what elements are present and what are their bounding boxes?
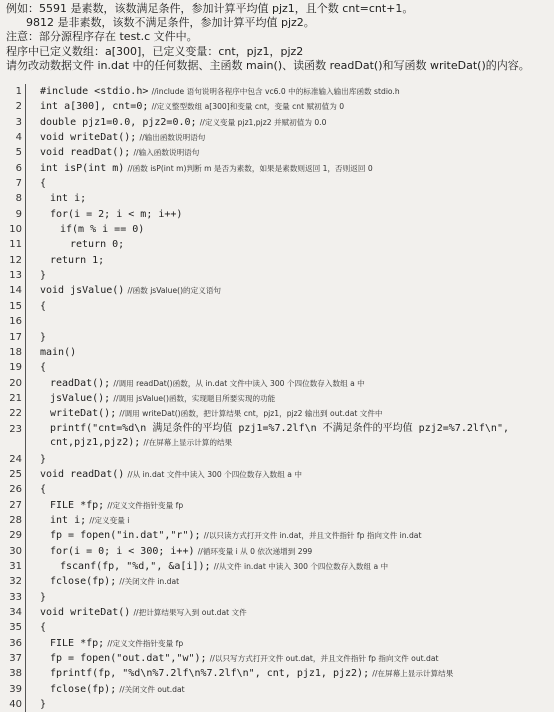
- gutter-divider: [25, 651, 26, 666]
- code-line: [0, 330, 554, 345]
- line-number: 2: [15, 101, 22, 113]
- line-number: 6: [15, 162, 22, 174]
- line-number: 15: [9, 300, 22, 312]
- code-statement: {: [40, 622, 47, 634]
- line-number: 18: [9, 346, 22, 358]
- gutter-divider: [25, 391, 26, 406]
- code-comment: //调用 jsValue()函数，实现题目所要实现的功能: [113, 393, 276, 403]
- line-number: 11: [9, 239, 22, 251]
- code-text: [30, 115, 554, 130]
- gutter-divider: [25, 299, 26, 314]
- code-text: [30, 84, 554, 99]
- code-text: [30, 666, 554, 681]
- gutter-divider: [25, 161, 26, 176]
- code-line: [0, 422, 554, 452]
- line-number: 33: [9, 591, 22, 603]
- gutter-divider: [25, 268, 26, 283]
- code-text: [30, 299, 554, 314]
- code-statement: void readDat(): [40, 468, 125, 480]
- code-statement: int isP(int m): [40, 162, 125, 174]
- code-line: [0, 145, 554, 160]
- gutter-divider: [25, 176, 26, 191]
- gutter-divider: [25, 191, 26, 206]
- line-number: 28: [9, 514, 22, 526]
- gutter-divider: [25, 376, 26, 391]
- code-statement: {: [40, 300, 47, 312]
- gutter-divider: [25, 330, 26, 345]
- code-line: [0, 376, 554, 391]
- code-text: [30, 605, 554, 620]
- code-text: [30, 207, 554, 222]
- code-statement: writeDat();: [50, 408, 117, 420]
- code-text: [30, 237, 554, 252]
- code-comment: //以只写方式打开文件 out.dat，并且文件指针 fp 指向文件 out.dat: [209, 654, 439, 664]
- code-comment: //关闭文件 out.dat: [119, 684, 185, 694]
- code-text: [30, 559, 554, 574]
- line-number: 17: [9, 331, 22, 343]
- code-text: [30, 528, 554, 543]
- code-line: [0, 191, 554, 206]
- code-text: [30, 161, 554, 176]
- code-text: [30, 590, 554, 605]
- code-comment: //定义整型数组 a[300]和变量 cnt，变量 cnt 赋初值为 0: [151, 102, 345, 112]
- code-text: [30, 391, 554, 406]
- gutter-divider: [25, 452, 26, 467]
- code-statement: void writeDat(): [40, 607, 131, 618]
- gutter-divider: [25, 590, 26, 605]
- code-line: [0, 314, 554, 329]
- code-comment: //函数 isP(int m)判断 m 是否为素数，如果是素数则返回 1，否则返回 0: [127, 163, 373, 173]
- gutter-divider: [25, 99, 26, 114]
- code-text: [30, 498, 554, 513]
- code-line: [0, 268, 554, 283]
- gutter-divider: [25, 145, 26, 160]
- gutter-divider: [25, 574, 26, 589]
- gutter-divider: [25, 314, 26, 329]
- code-text: [30, 482, 554, 497]
- code-statement: fp = fopen("in.dat","r");: [50, 530, 201, 542]
- line-number: 1: [15, 86, 22, 97]
- code-text: [30, 330, 554, 345]
- code-statement: return 0;: [70, 239, 125, 251]
- line-number: 40: [9, 699, 22, 711]
- line-number: 8: [15, 193, 22, 205]
- code-line: [0, 283, 554, 298]
- line-number: 14: [9, 285, 22, 297]
- line-number: 25: [9, 468, 22, 480]
- code-line: [0, 130, 554, 145]
- code-text: [30, 574, 554, 589]
- code-comment: //函数 jsValue()的定义语句: [127, 286, 222, 296]
- code-statement: #include <stdio.h>: [40, 86, 149, 97]
- line-number: 24: [9, 453, 22, 465]
- code-text: [30, 145, 554, 160]
- code-comment: //在屏幕上显示计算结果: [372, 669, 454, 679]
- code-statement: readDat();: [50, 377, 111, 389]
- code-line: [0, 513, 554, 528]
- code-comment: //定义变量 i: [89, 515, 130, 525]
- code-listing: [0, 84, 554, 712]
- line-number: 4: [15, 132, 22, 144]
- code-statement: fclose(fp);: [50, 576, 117, 588]
- intro-line: 请勿改动数据文件 in.dat 中的任何数据、主函数 main()、读函数 readDat()和写函数 writeDat()的内容。: [6, 58, 530, 72]
- gutter-divider: [25, 253, 26, 268]
- code-statement: }: [40, 331, 47, 343]
- code-statement: }: [40, 699, 47, 711]
- intro-line: 程序中已定义数组：a[300]，已定义变量：cnt，pjz1，pjz2: [6, 44, 304, 58]
- code-comment: //定义变量 pjz1,pjz2 并赋初值为 0.0: [199, 117, 327, 127]
- code-text: [30, 130, 554, 145]
- code-statement: int i;: [50, 514, 87, 526]
- intro-line: 注意：部分源程序存在 test.c 文件中。: [6, 30, 198, 44]
- gutter-divider: [25, 513, 26, 528]
- gutter-divider: [25, 422, 26, 452]
- gutter-divider: [25, 222, 26, 237]
- code-statement: fscanf(fp, "%d,", &a[i]);: [60, 560, 211, 572]
- code-statement: main(): [40, 346, 77, 358]
- code-statement: int i;: [50, 193, 87, 205]
- line-number: 12: [9, 254, 22, 266]
- gutter-divider: [25, 467, 26, 482]
- code-text: [30, 99, 554, 114]
- gutter-divider: [25, 498, 26, 513]
- gutter-divider: [25, 636, 26, 651]
- code-text: [30, 620, 554, 635]
- code-statement: {: [40, 178, 47, 190]
- code-line: [0, 590, 554, 605]
- code-text: [30, 697, 554, 712]
- line-number: 37: [9, 653, 22, 665]
- line-number: 35: [9, 622, 22, 634]
- code-statement: {: [40, 484, 47, 496]
- code-line: [0, 467, 554, 482]
- line-number: 32: [9, 576, 22, 588]
- code-comment: //输入函数说明语句: [133, 148, 200, 158]
- code-line: [0, 115, 554, 130]
- gutter-divider: [25, 528, 26, 543]
- code-line: [0, 697, 554, 712]
- code-statement: jsValue();: [50, 392, 111, 404]
- code-line: [0, 406, 554, 421]
- code-line: [0, 391, 554, 406]
- code-text: [30, 452, 554, 467]
- intro-line: 9812 是非素数，该数不满足条件，参加计算平均值 pjz2。: [26, 16, 315, 30]
- code-line: [0, 99, 554, 114]
- line-number: 16: [9, 316, 22, 328]
- code-comment: //调用 readDat()函数，从 in.dat 文件中读入 300 个四位数存入数组 a 中: [113, 378, 365, 388]
- line-number: 10: [9, 224, 22, 236]
- code-line: [0, 528, 554, 543]
- code-statement: for(i = 2; i < m; i++): [50, 208, 183, 220]
- code-line: [0, 360, 554, 375]
- line-number: 5: [15, 147, 22, 159]
- code-statement: return 1;: [50, 254, 105, 266]
- code-line: [0, 161, 554, 176]
- code-comment: //定义文件指针变量 fp: [107, 638, 184, 648]
- code-statement: }: [40, 453, 47, 465]
- code-line: [0, 620, 554, 635]
- code-text: [30, 636, 554, 651]
- code-text: [30, 376, 554, 391]
- code-statement: fprintf(fp, "%d\n%7.2lf\n%7.2lf\n", cnt, pjz1, pjz2);: [50, 668, 370, 680]
- gutter-divider: [25, 620, 26, 635]
- code-comment: //include 语句说明各程序中包含 vc6.0 中的标准输入输出库函数 stdio.h: [151, 87, 400, 96]
- code-statement: fclose(fp);: [50, 683, 117, 695]
- code-text: [30, 544, 554, 559]
- code-line: [0, 666, 554, 681]
- code-line: [0, 651, 554, 666]
- line-number: 38: [9, 668, 22, 680]
- line-number: 23: [9, 423, 22, 435]
- code-text: [30, 268, 554, 283]
- code-statement: void readDat();: [40, 147, 131, 159]
- code-statement: printf("cnt=%d\n 满足条件的平均值 pzj1=%7.2lf\n 不满足条件的平均值 pzj2=%7.2lf\n", cnt,pjz1,pjz2);: [50, 422, 509, 449]
- code-line: [0, 482, 554, 497]
- line-number: 19: [9, 362, 22, 374]
- code-line: [0, 498, 554, 513]
- code-line: [0, 84, 554, 99]
- gutter-divider: [25, 207, 26, 222]
- line-number: 9: [15, 208, 22, 220]
- code-comment: //从 in.dat 文件中读入 300 个四位数存入数组 a 中: [127, 469, 302, 479]
- code-line: [0, 237, 554, 252]
- code-line: [0, 452, 554, 467]
- code-text: [30, 283, 554, 298]
- gutter-divider: [25, 130, 26, 145]
- code-comment: //循环变量 i 从 0 依次递增到 299: [197, 546, 313, 556]
- code-line: [0, 299, 554, 314]
- gutter-divider: [25, 406, 26, 421]
- line-number: 36: [9, 637, 22, 649]
- gutter-divider: [25, 697, 26, 712]
- code-statement: }: [40, 591, 47, 603]
- code-line: [0, 345, 554, 360]
- code-statement: int a[300], cnt=0;: [40, 101, 149, 113]
- code-line: [0, 636, 554, 651]
- gutter-divider: [25, 482, 26, 497]
- problem-description: [0, 0, 554, 73]
- line-number: 13: [9, 270, 22, 282]
- code-comment: //以只读方式打开文件 in.dat，并且文件指针 fp 指向文件 in.dat: [203, 531, 422, 541]
- gutter-divider: [25, 237, 26, 252]
- code-line: [0, 222, 554, 237]
- gutter-divider: [25, 345, 26, 360]
- line-number: 21: [9, 392, 22, 404]
- line-number: 22: [9, 408, 22, 420]
- line-number: 20: [9, 377, 22, 389]
- code-statement: fp = fopen("out.dat","w");: [50, 653, 207, 665]
- line-number: 29: [9, 530, 22, 542]
- code-text: [30, 360, 554, 375]
- line-number: 7: [15, 178, 22, 190]
- line-number: 31: [9, 560, 22, 572]
- code-line: [0, 253, 554, 268]
- code-comment: //把计算结果写入到 out.dat 文件: [133, 608, 247, 617]
- line-number: 26: [9, 484, 22, 496]
- code-statement: if(m % i == 0): [60, 224, 145, 236]
- line-number: 39: [9, 683, 22, 695]
- code-statement: }: [40, 270, 47, 282]
- line-number: 3: [15, 116, 22, 128]
- code-text: [30, 513, 554, 528]
- code-statement: void jsValue(): [40, 285, 125, 297]
- code-comment: //定义文件指针变量 fp: [107, 500, 184, 510]
- gutter-divider: [25, 84, 26, 99]
- code-text: [30, 467, 554, 482]
- code-line: [0, 605, 554, 620]
- code-text: [30, 345, 554, 360]
- gutter-divider: [25, 360, 26, 375]
- code-text: [30, 222, 554, 237]
- code-text: [30, 191, 554, 206]
- gutter-divider: [25, 115, 26, 130]
- code-comment: //关闭文件 in.dat: [119, 577, 180, 587]
- gutter-divider: [25, 544, 26, 559]
- code-text: [30, 176, 554, 191]
- code-line: [0, 559, 554, 574]
- line-number: 34: [9, 607, 22, 618]
- gutter-divider: [25, 283, 26, 298]
- code-text: [30, 406, 554, 421]
- gutter-divider: [25, 605, 26, 620]
- code-statement: FILE *fp;: [50, 499, 105, 511]
- code-statement: double pjz1=0.0, pjz2=0.0;: [40, 116, 197, 128]
- code-line: [0, 544, 554, 559]
- code-comment: //调用 writeDat()函数，把计算结果 cnt，pjz1，pjz2 输出到 out.dat 文件中: [119, 409, 383, 419]
- line-number: 27: [9, 499, 22, 511]
- code-line: [0, 207, 554, 222]
- code-statement: {: [40, 362, 47, 374]
- code-text: [30, 651, 554, 666]
- code-comment: //输出函数说明语句: [139, 133, 206, 143]
- code-statement: void writeDat();: [40, 132, 137, 144]
- gutter-divider: [25, 666, 26, 681]
- code-line: [0, 574, 554, 589]
- code-text: [30, 422, 554, 451]
- code-comment: //从文件 in.dat 中读入 300 个四位数存入数组 a 中: [213, 561, 389, 571]
- code-line: [0, 176, 554, 191]
- code-statement: for(i = 0; i < 300; i++): [50, 545, 195, 557]
- code-statement: FILE *fp;: [50, 637, 105, 649]
- line-number: 30: [9, 545, 22, 557]
- intro-line: 例如：5591 是素数，该数满足条件，参加计算平均值 pjz1，且个数 cnt=cnt+1。: [6, 2, 414, 15]
- code-text: [30, 253, 554, 268]
- code-comment: //在屏幕上显示计算的结果: [143, 438, 233, 448]
- gutter-divider: [25, 559, 26, 574]
